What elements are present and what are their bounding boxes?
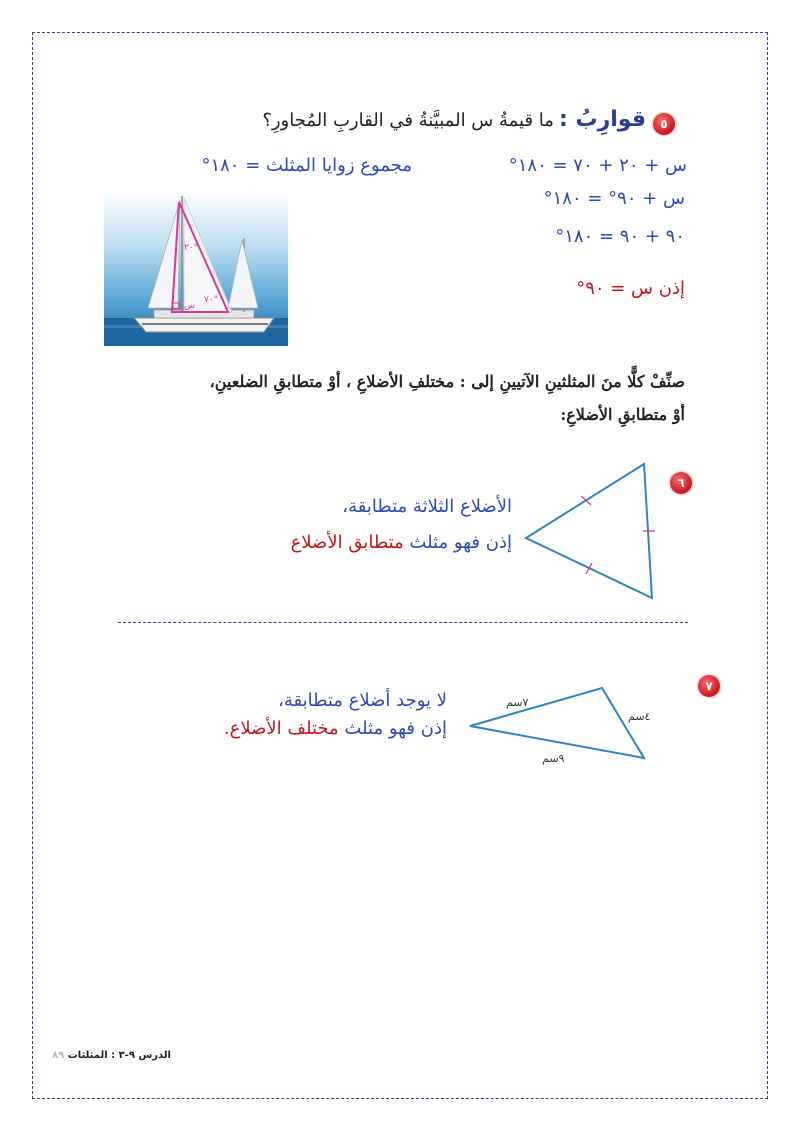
page-footer xyxy=(52,1050,171,1061)
question-7-answer-blue: إذن فهو مثلث xyxy=(344,718,447,739)
angle-sum-note: مجموع زوايا المثلث = ١٨٠° xyxy=(201,155,412,176)
question-7-answer-red: مختلف الأضلاع. xyxy=(223,718,339,739)
equation-line-2: س + ٩٠° = ١٨٠° xyxy=(543,188,685,209)
scalene-triangle-figure xyxy=(464,676,664,776)
question-7-answer-line-1: لا يوجد أضلاع متطابقة، xyxy=(278,690,447,711)
equation-line-3: ٩٠ + ٩٠ = ١٨٠° xyxy=(555,226,685,247)
equilateral-triangle-figure xyxy=(520,458,660,608)
footer-page-number: ٨٩ xyxy=(52,1050,65,1061)
equation-line-1: س + ٢٠ + ٧٠ = ١٨٠° xyxy=(508,155,687,176)
side-9cm-label: ٩سم xyxy=(542,752,565,765)
question-6-answer-line-2 xyxy=(291,532,512,553)
question-6-badge: ٦ xyxy=(670,472,692,494)
answer-line: إذن س = ٩٠° xyxy=(576,278,685,299)
question-6-answer-line-1: الأضلاع الثلاثة متطابقة، xyxy=(342,496,512,517)
question-6-answer-blue: إذن فهو مثلث xyxy=(409,532,512,553)
side-7cm-label: ٧سم xyxy=(506,696,529,709)
classify-instruction-line-2: أوْ متطابقِ الأضلاعِ: xyxy=(560,405,685,424)
question-5-title: قوارِبُ : xyxy=(559,107,646,132)
question-7-badge: ٧ xyxy=(698,675,720,697)
question-6-answer-red: متطابق الأضلاع xyxy=(290,532,404,553)
question-5-badge: ٥ xyxy=(653,113,675,135)
question-7-answer-line-2 xyxy=(224,718,447,739)
angle-70-label: ٧٠° xyxy=(204,295,219,305)
sailboat-image xyxy=(104,190,288,346)
angle-20-label: ٢٠° xyxy=(184,243,199,253)
side-4cm-label: ٤سم xyxy=(628,710,651,723)
section-divider xyxy=(118,622,688,623)
classify-instruction-line-1: صنِّفْ كلًّا منَ المثلثينِ الآتيينِ إلى : مختلفِ الأضلاعِ ، أوْ متطابقِ الضلعينِ، xyxy=(209,372,685,391)
angle-x-label: س xyxy=(184,301,195,311)
question-5-text: ما قيمةُ س المبيَّنةُ في القاربِ المُجاورِ؟ xyxy=(262,110,554,131)
footer-lesson: الدرس ٩-٣ : المثلثات xyxy=(67,1050,171,1061)
question-5-heading xyxy=(262,107,646,132)
